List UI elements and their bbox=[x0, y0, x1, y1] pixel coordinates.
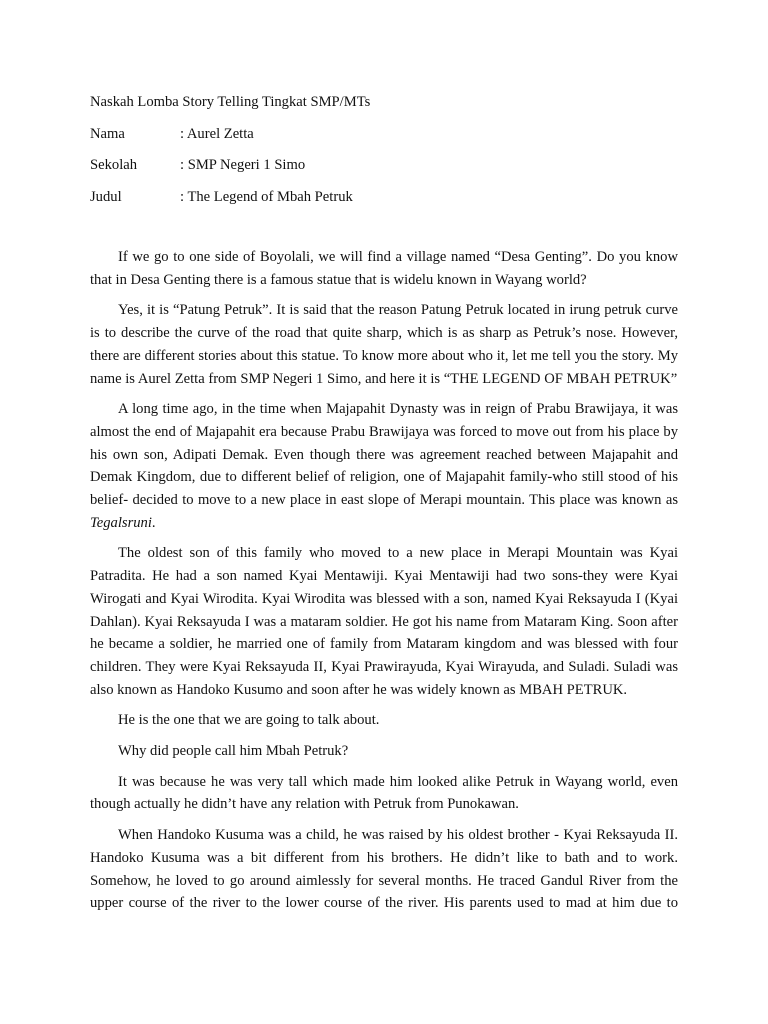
paragraph-end: . bbox=[151, 514, 156, 531]
paragraph: Why did people call him Mbah Petruk? bbox=[118, 743, 349, 760]
field-nama bbox=[90, 126, 370, 158]
paragraph bbox=[90, 398, 678, 534]
field-label: Nama bbox=[90, 125, 125, 142]
field-value: : The Legend of Mbah Petruk bbox=[180, 188, 353, 205]
document-title: Naskah Lomba Story Telling Tingkat SMP/MTs bbox=[90, 94, 371, 110]
paragraph: He is the one that we are going to talk about. bbox=[118, 712, 380, 729]
field-value: : Aurel Zetta bbox=[180, 125, 254, 142]
document-header bbox=[90, 94, 370, 220]
paragraph: The oldest son of this family who moved to a new place in Merapi Mountain was Kyai Patradita. He had a son named Kyai Mentawiji. Kyai Mentawiji had two sons-they were Kyai Wirogati and Kyai Wirodita. Kyai Wirodita was blessed with a son, named Kyai Reksayuda I (Kyai Dahlan). Kyai Reksayuda I was a mataram soldier. He got his name from Mataram King. Soon after he became a soldier, he married one of family from Mataram kingdom and was blessed with four children. They were Kyai Reksayuda II, Kyai Prawirayuda, Kyai Wirayuda, and Suladi. Suladi was also known as Handoko Kusumo and soon after he was widely known as MBAH PETRUK. bbox=[90, 545, 678, 698]
field-judul bbox=[90, 189, 370, 221]
paragraph: When Handoko Kusuma was a child, he was raised by his oldest brother - Kyai Reksayuda II. Handoko Kusuma was a bit different from his brothers. He didn’t like to bath and to work. Somehow, he loved to go around aimlessly for several months. He traced Gandul River from the upper course of the river to the lower course of the river. His parents used to mad at him due to bbox=[90, 827, 678, 912]
paragraph: If we go to one side of Boyolali, we will find a village named “Desa Genting”. Do you know that in Desa Genting there is a famous statue that is widelu known in Wayang world? bbox=[90, 249, 678, 288]
story-body bbox=[90, 246, 678, 923]
field-value: : SMP Negeri 1 Simo bbox=[180, 157, 306, 173]
field-label: Sekolah bbox=[90, 157, 138, 173]
field-label: Judul bbox=[90, 188, 122, 205]
field-sekolah bbox=[90, 157, 370, 189]
paragraph: It was because he was very tall which made him looked alike Petruk in Wayang world, even though actually he didn’t have any relation with Petruk from Punokawan. bbox=[90, 773, 678, 813]
paragraph-text: A long time ago, in the time when Majapahit Dynasty was in reign of Prabu Brawijaya, it was almost the end of Majapahit era because Prabu Brawijaya was forced to move out from his place by his own son, Adipati Demak. Even though there was agreement reached between Majapahit and Demak Kingdom, due to different belief of religion, one of Majapahit family-who still stood of his belief- decided to move to a new place in east slope of Merapi mountain. This place was known as bbox=[90, 401, 678, 509]
italic-place-name: Tegalsruni bbox=[90, 514, 152, 531]
paragraph: Yes, it is “Patung Petruk”. It is said that the reason Patung Petruk located in irung petruk curve is to describe the curve of the road that quite sharp, which is as sharp as Petruk’s nose. However, there are different stories about this statue. To know more about who it, let me tell you the story. My name is Aurel Zetta from SMP Negeri 1 Simo, and here it is “THE LEGEND OF MBAH PETRUK” bbox=[90, 302, 678, 387]
